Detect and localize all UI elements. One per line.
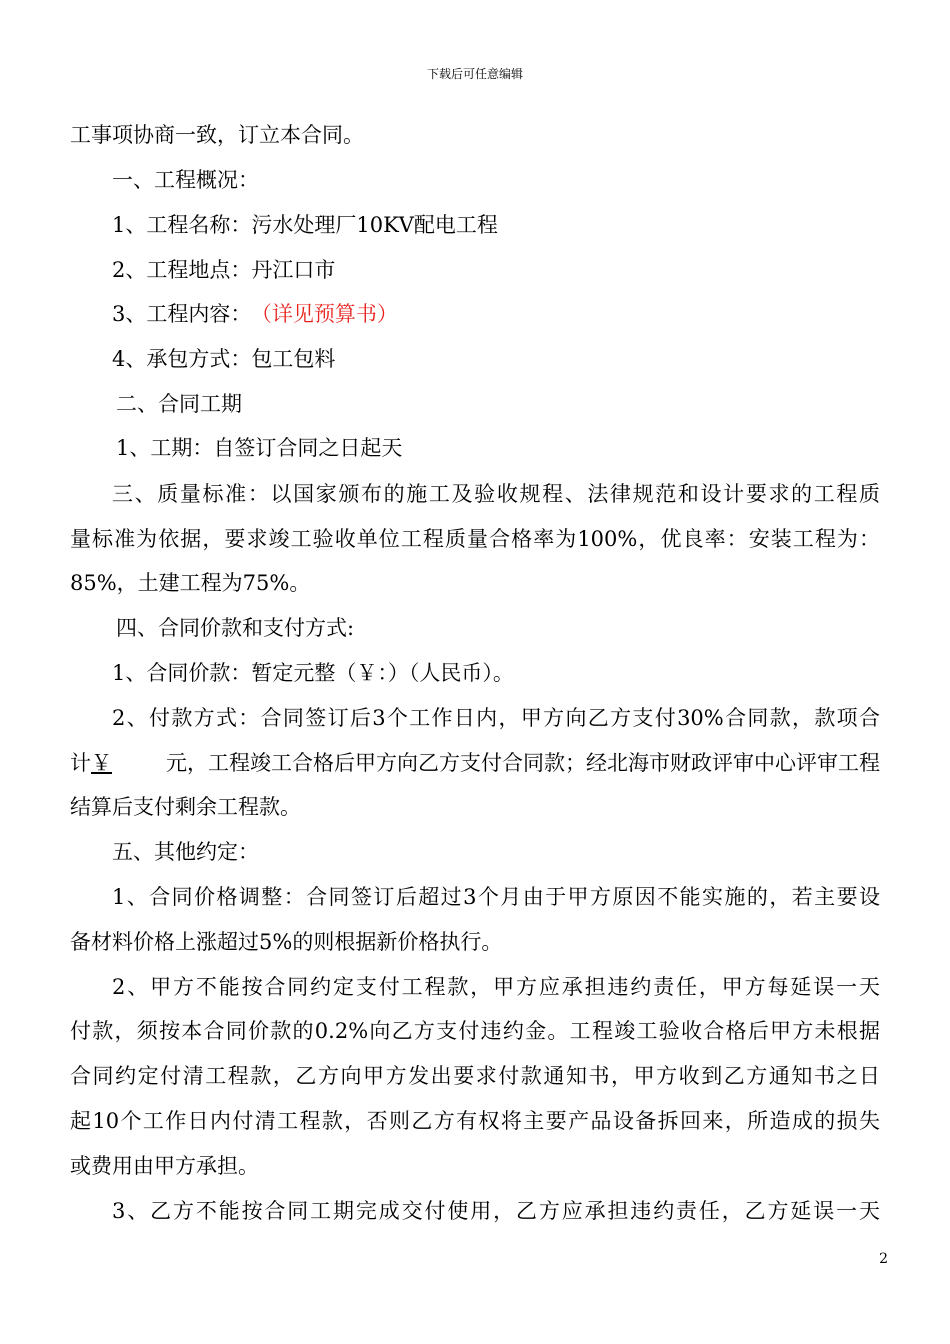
highlighted-note: （详见预算书）	[261, 302, 398, 326]
paragraph-line: 1、工期：自签订合同之日起天	[116, 436, 403, 460]
paragraph-line: 结算后支付剩余工程款。	[70, 795, 301, 819]
page-number: 2	[879, 1251, 888, 1267]
paragraph-line: 85%，土建工程为75%。	[70, 571, 311, 595]
paragraph-line: 1、合同价款：暂定元整（￥：）（人民币）。	[112, 661, 514, 685]
page-header: 下载后可任意编辑	[426, 67, 523, 81]
paragraph-line: 1、工程名称：污水处理厂10KV配电工程	[112, 213, 498, 237]
paragraph-line: 合同约定付清工程款，乙方向甲方发出要求付款通知书，甲方收到乙方通知书之日	[70, 1064, 880, 1088]
section-heading: 五、其他约定：	[112, 840, 259, 864]
paragraph-line: 或费用由甲方承担。	[70, 1154, 259, 1178]
paragraph-line: 量标准为依据，要求竣工验收单位工程质量合格率为100%，优良率：安装工程为：	[70, 527, 880, 551]
section-heading: 四、合同价款和支付方式:	[116, 616, 355, 640]
section-heading: 一、工程概况：	[112, 168, 259, 192]
paragraph-line: 2、付款方式：合同签订后3个工作日内，甲方向乙方支付30%合同款，款项合	[112, 706, 880, 730]
paragraph-line	[112, 300, 398, 328]
text-fragment: 元，工程竣工合格后甲方向乙方支付合同款；经北海市财政评审中心评审工程	[166, 751, 880, 775]
paragraph-line: 2、工程地点：丹江口市	[112, 258, 336, 282]
paragraph-line: 1、合同价格调整：合同签订后超过3个月由于甲方原因不能实施的，若主要设	[112, 885, 880, 909]
paragraph-line: 2、甲方不能按合同约定支付工程款，甲方应承担违约责任，甲方每延误一天	[112, 975, 880, 999]
item-label: 3、工程内容：	[112, 302, 252, 326]
paragraph-line: 三、质量标准：以国家颁布的施工及验收规程、法律规范和设计要求的工程质	[112, 482, 880, 506]
currency-symbol: ￥	[91, 751, 112, 775]
paragraph-line: 工事项协商一致，订立本合同。	[70, 123, 364, 147]
paragraph-line: 备材料价格上涨超过5%的则根据新价格执行。	[70, 930, 503, 954]
text-fragment: 计￥	[70, 751, 112, 775]
paragraph-line	[70, 749, 880, 777]
paragraph-line: 付款，须按本合同价款的0.2%向乙方支付违约金。工程竣工验收合格后甲方未根据	[70, 1019, 880, 1043]
section-heading: 二、合同工期	[116, 392, 242, 416]
paragraph-line: 起10个工作日内付清工程款，否则乙方有权将主要产品设备拆回来，所造成的损失	[70, 1109, 880, 1133]
paragraph-line: 4、承包方式：包工包料	[112, 347, 336, 371]
paragraph-line: 3、乙方不能按合同工期完成交付使用，乙方应承担违约责任，乙方延误一天	[112, 1199, 880, 1223]
